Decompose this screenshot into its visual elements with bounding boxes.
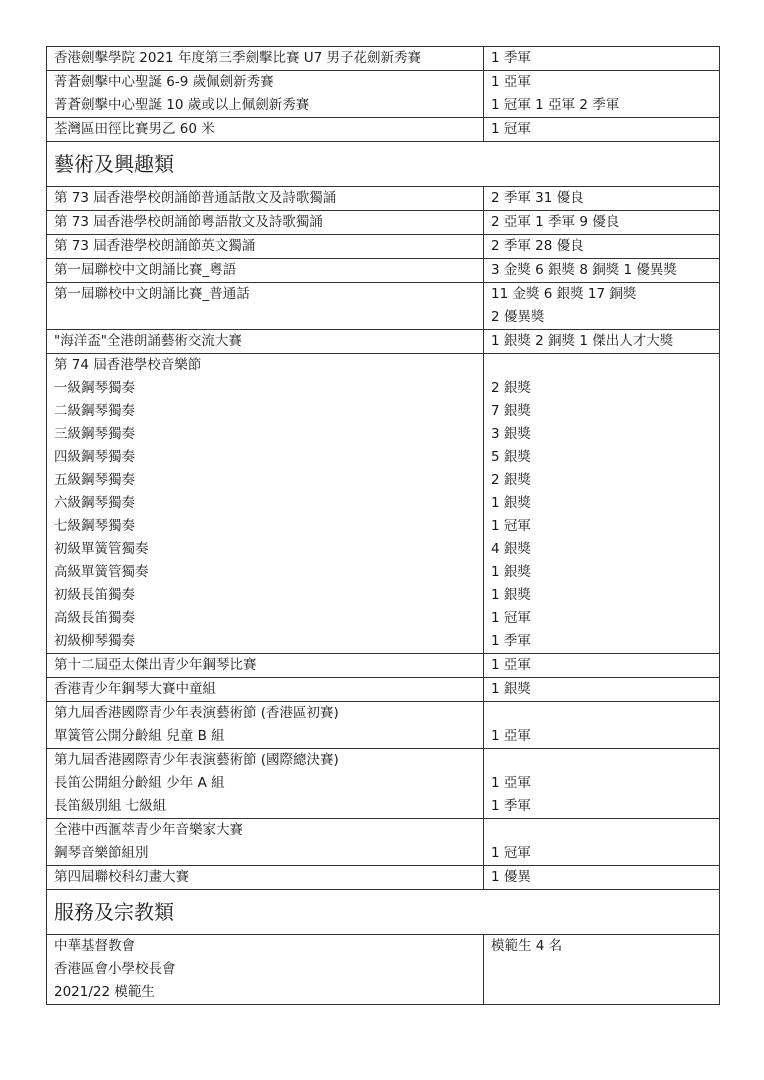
competition-name: "海洋盃"全港朗誦藝術交流大賽 (54, 333, 242, 349)
award-result: 1 銀獎 (491, 564, 531, 580)
competition-cell (47, 211, 484, 235)
result-cell (484, 259, 720, 283)
table-row (47, 71, 720, 118)
award-result: 模範生 4 名 (491, 938, 563, 954)
result-cell (484, 47, 720, 71)
table-row (47, 330, 720, 354)
competition-name: 四級鋼琴獨奏 (54, 449, 135, 465)
award-result: 1 冠軍 1 亞軍 2 季軍 (491, 97, 620, 113)
awards-table (46, 46, 720, 1005)
competition-name: 第 73 屆香港學校朗誦節粵語散文及詩歌獨誦 (54, 214, 323, 230)
table-row (47, 702, 720, 749)
result-cell (484, 71, 720, 118)
competition-name: 香港青少年鋼琴大賽中童組 (54, 681, 216, 697)
result-cell (484, 866, 720, 890)
competition-name: 菁蒼劍擊中心聖誕 6-9 歲佩劍新秀賽 (54, 74, 274, 90)
award-result (491, 702, 719, 725)
table-row (47, 866, 720, 890)
award-result: 5 銀獎 (491, 449, 531, 465)
section-header-row (47, 142, 720, 187)
result-cell (484, 749, 720, 819)
competition-cell (47, 354, 484, 654)
competition-name: 第 73 屆香港學校朗誦節普通話散文及詩歌獨誦 (54, 190, 337, 206)
table-row (47, 118, 720, 142)
competition-cell (47, 819, 484, 866)
competition-cell (47, 866, 484, 890)
award-result: 1 季軍 (491, 50, 531, 66)
award-result (491, 749, 719, 772)
table-row (47, 235, 720, 259)
award-result: 2 優異獎 (491, 309, 545, 325)
award-result (491, 354, 719, 377)
competition-name: 2021/22 模範生 (54, 984, 155, 1000)
competition-name: 第九屆香港國際青少年表演藝術節 (香港區初賽) (54, 705, 339, 721)
award-result: 1 冠軍 (491, 518, 531, 534)
section-header-cell (47, 142, 720, 187)
result-cell (484, 702, 720, 749)
award-result: 2 季軍 31 優良 (491, 190, 584, 206)
competition-cell (47, 935, 484, 1005)
competition-name: 單簧管公開分齡組 兒童 B 組 (54, 728, 225, 744)
award-result: 3 金獎 6 銀獎 8 銅獎 1 優異獎 (491, 262, 677, 278)
competition-cell (47, 654, 484, 678)
competition-name: 五級鋼琴獨奏 (54, 472, 135, 488)
award-result: 1 銀獎 2 銅獎 1 傑出人才大獎 (491, 333, 674, 349)
competition-name: 荃灣區田徑比賽男乙 60 米 (54, 121, 215, 137)
award-result: 1 冠軍 (491, 121, 531, 137)
result-cell (484, 211, 720, 235)
award-result: 1 季軍 (491, 633, 531, 649)
result-cell (484, 678, 720, 702)
award-result: 1 亞軍 (491, 728, 531, 744)
award-result: 1 銀獎 (491, 495, 531, 511)
award-result: 1 冠軍 (491, 610, 531, 626)
competition-name: 第四屆聯校科幻畫大賽 (54, 869, 189, 885)
section-title: 藝術及興趣類 (54, 152, 174, 176)
table-row (47, 749, 720, 819)
competition-name: 全港中西滙萃青少年音樂家大賽 (54, 822, 243, 838)
award-result: 1 亞軍 (491, 657, 531, 673)
award-result: 4 銀獎 (491, 541, 531, 557)
competition-name: 初級長笛獨奏 (54, 587, 135, 603)
competition-name: 二級鋼琴獨奏 (54, 403, 135, 419)
table-row (47, 259, 720, 283)
result-cell (484, 654, 720, 678)
competition-name (54, 306, 483, 329)
award-result: 2 銀獎 (491, 472, 531, 488)
table-row (47, 283, 720, 330)
competition-cell (47, 118, 484, 142)
competition-name: 長笛公開組分齡組 少年 A 組 (54, 775, 225, 791)
competition-name: 初級柳琴獨奏 (54, 633, 135, 649)
competition-name: 高級長笛獨奏 (54, 610, 135, 626)
competition-cell (47, 187, 484, 211)
competition-name: 第一屆聯校中文朗誦比賽_粵語 (54, 262, 237, 278)
competition-cell (47, 678, 484, 702)
competition-name: 中華基督教會 (54, 938, 135, 954)
result-cell (484, 187, 720, 211)
award-result: 11 金獎 6 銀獎 17 銅獎 (491, 286, 637, 302)
competition-name: 六級鋼琴獨奏 (54, 495, 135, 511)
competition-name: 高級單簧管獨奏 (54, 564, 149, 580)
section-header-cell (47, 890, 720, 935)
competition-cell (47, 749, 484, 819)
competition-name: 第十二屆亞太傑出青少年鋼琴比賽 (54, 657, 257, 673)
table-row (47, 654, 720, 678)
award-result: 2 銀獎 (491, 380, 531, 396)
award-result: 1 亞軍 (491, 775, 531, 791)
competition-name: 香港劍擊學院 2021 年度第三季劍擊比賽 U7 男子花劍新秀賽 (54, 50, 421, 66)
competition-name: 三級鋼琴獨奏 (54, 426, 135, 442)
table-row (47, 935, 720, 1005)
table-row (47, 354, 720, 654)
result-cell (484, 283, 720, 330)
competition-name: 第九屆香港國際青少年表演藝術節 (國際總決賽) (54, 752, 339, 768)
table-row (47, 187, 720, 211)
table-row (47, 819, 720, 866)
awards-table-body (47, 47, 720, 1005)
award-result: 1 優異 (491, 869, 531, 885)
competition-cell (47, 330, 484, 354)
competition-cell (47, 71, 484, 118)
section-header-row (47, 890, 720, 935)
result-cell (484, 935, 720, 1005)
competition-cell (47, 235, 484, 259)
result-cell (484, 819, 720, 866)
award-result: 1 銀獎 (491, 587, 531, 603)
result-cell (484, 118, 720, 142)
competition-name: 第 74 屆香港學校音樂節 (54, 357, 202, 373)
competition-cell (47, 702, 484, 749)
competition-name: 長笛級別組 七級組 (54, 798, 167, 814)
table-row (47, 678, 720, 702)
competition-name: 香港區會小學校長會 (54, 961, 176, 977)
competition-name: 第一屆聯校中文朗誦比賽_普通話 (54, 286, 250, 302)
result-cell (484, 330, 720, 354)
award-result: 1 銀獎 (491, 681, 531, 697)
award-result: 1 冠軍 (491, 845, 531, 861)
award-result: 1 亞軍 (491, 74, 531, 90)
competition-name: 一級鋼琴獨奏 (54, 380, 135, 396)
award-result: 2 亞軍 1 季軍 9 優良 (491, 214, 620, 230)
section-title: 服務及宗教類 (54, 900, 174, 924)
competition-cell (47, 47, 484, 71)
result-cell (484, 354, 720, 654)
table-row (47, 211, 720, 235)
award-result: 3 銀獎 (491, 426, 531, 442)
competition-name: 七級鋼琴獨奏 (54, 518, 135, 534)
competition-name: 菁蒼劍擊中心聖誕 10 歲或以上佩劍新秀賽 (54, 97, 310, 113)
award-result: 7 銀獎 (491, 403, 531, 419)
result-cell (484, 235, 720, 259)
competition-name: 初級單簧管獨奏 (54, 541, 149, 557)
competition-cell (47, 259, 484, 283)
competition-name: 第 73 屆香港學校朗誦節英文獨誦 (54, 238, 256, 254)
competition-name: 鋼琴音樂節組別 (54, 845, 149, 861)
award-result: 2 季軍 28 優良 (491, 238, 584, 254)
competition-cell (47, 283, 484, 330)
table-row (47, 47, 720, 71)
award-result (491, 819, 719, 842)
award-result: 1 季軍 (491, 798, 531, 814)
